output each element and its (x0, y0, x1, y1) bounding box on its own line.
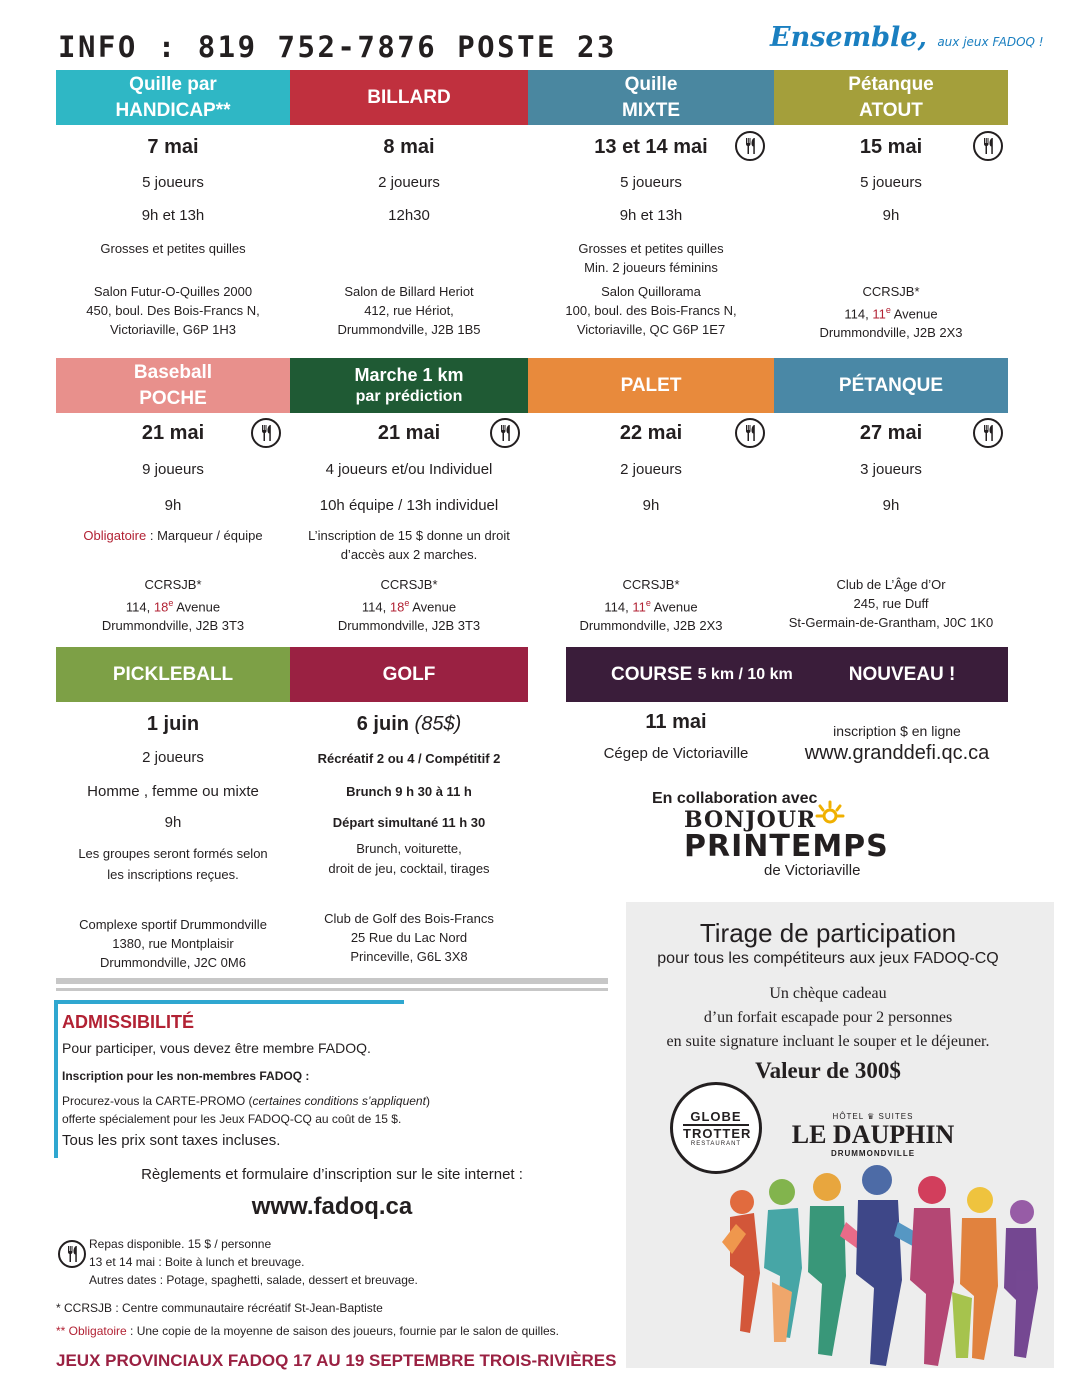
event-date: 8 mai (383, 136, 435, 158)
repas-legend: Repas disponible. 15 $ / personne 13 et 14 mai : Boite à lunch et breuvage. Autres dates : Potage, spaghetti, salade, dessert et breuvage. (89, 1237, 418, 1287)
event-address: CCRSJB* 114, 18e Avenue Drummondville, J2B 3T3 (337, 577, 481, 634)
event-address: Salon Futur-O-Quilles 2000 450, boul. Des Bois-Francs N, Victoriaville, G6P 1H3 (86, 284, 260, 337)
event-note: Les groupes seront formés selon les inscriptions reçues. (78, 846, 268, 882)
slogan-sub: aux jeux FADOQ ! (937, 35, 1044, 49)
event-column-golf (290, 713, 528, 966)
divider (56, 978, 608, 984)
meal-icon (735, 131, 765, 161)
event-date: 21 mai (141, 422, 205, 444)
event-address: Salon de Billard Heriot 412, rue Hériot, Drummondville, J2B 1B5 (337, 284, 481, 337)
tirage-desc: Un chèque cadeau d’un forfait escapade pour 2 personnes en suite signature incluant le souper et le déjeuner. (666, 985, 990, 1050)
header-petanque: PÉTANQUE (774, 358, 1008, 413)
event-note: L’inscription de 15 $ donne un droit d’accès aux 2 marches. (308, 528, 510, 562)
event-time: 9h et 13h (141, 207, 205, 224)
event-type: Homme , femme ou mixte (87, 783, 259, 800)
course-url[interactable]: www.granddefi.qc.ca (804, 742, 990, 764)
header-golf: GOLF (290, 647, 528, 702)
bonjour-printemps-logo: BONJOUR PRINTEMPS de Victoriaville (684, 808, 904, 879)
event-date: 21 mai (377, 422, 441, 444)
event-date: 22 mai (619, 422, 683, 444)
event-address: Complexe sportif Drummondville 1380, rue Montplaisir Drummondville, J2C 0M6 (79, 917, 267, 970)
event-note: Grosses et petites quilles (100, 241, 246, 256)
event-date: 27 mai (859, 422, 923, 444)
event-players: 2 joueurs (142, 749, 204, 766)
admissibilite-box (54, 1000, 430, 1158)
globe-trotter-logo: GLOBE TROTTER RESTAURANT (670, 1082, 762, 1174)
event-date: 11 mai (645, 711, 707, 733)
footnote-obligatoire: ** Obligatoire : Une copie de la moyenne de saison des joueurs, fournie par le salon de quilles. (56, 1324, 559, 1338)
event-column-quille-mixte (528, 136, 774, 339)
sun-icon (814, 798, 846, 830)
course-inscription: inscription $ en ligne (833, 723, 961, 739)
carte-promo: Procurez-vous la CARTE-PROMO (certaines conditions s’appliquent) offerte spécialement pour les Jeux FADOQ-CQ au coût de 15 $. (62, 1094, 430, 1126)
event-time: 9h (164, 497, 182, 514)
runners-illustration (712, 1162, 1054, 1368)
event-date: 7 mai (147, 136, 199, 158)
event-note: Obligatoire : Marqueur / équipe (83, 528, 263, 543)
header-baseball-poche: Baseball POCHE (56, 358, 290, 413)
header-petanque-atout: Pétanque ATOUT (774, 70, 1008, 125)
event-column-pickleball (56, 713, 290, 972)
tirage-title: Tirage de participation (699, 918, 957, 948)
event-column-palet (528, 422, 774, 635)
reglements-text: Règlements et formulaire d’inscription sur le site internet : (141, 1166, 523, 1183)
slogan-logo (770, 22, 1044, 53)
meal-icon (735, 418, 765, 448)
event-time: 9h (882, 497, 900, 514)
event-address: Club de L’Âge d’Or 245, rue Duff St-Germain-de-Grantham, J0C 1K0 (788, 577, 994, 630)
meal-icon (973, 418, 1003, 448)
event-address: Club de Golf des Bois-Francs 25 Rue du Lac Nord Princeville, G6L 3X8 (324, 911, 494, 964)
header-pickleball: PICKLEBALL (56, 647, 290, 702)
header-palet: PALET (528, 358, 774, 413)
slogan-main: Ensemble, (770, 22, 927, 53)
event-column-billard (290, 136, 528, 339)
meal-icon (58, 1240, 86, 1268)
event-date: 13 et 14 mai (594, 136, 708, 158)
event-players: 2 joueurs (378, 174, 440, 191)
nouveau-label: NOUVEAU ! (848, 663, 956, 685)
event-time: 9h (642, 497, 660, 514)
event-time: 12h30 (388, 207, 430, 224)
bottom-banner: JEUX PROVINCIAUX FADOQ 17 AU 19 SEPTEMBRE TROIS-RIVIÈRES (56, 1351, 617, 1370)
event-time: 9h et 13h (619, 207, 683, 224)
admissibilite-title: ADMISSIBILITÉ (62, 1012, 195, 1032)
event-note: Brunch, voiturette, droit de jeu, cocktail, tirages (328, 841, 490, 876)
divider-thin (56, 988, 608, 991)
meal-icon (251, 418, 281, 448)
event-column-quille-handicap (56, 136, 290, 339)
tirage-sub: pour tous les compétiteurs aux jeux FADOQ-CQ (657, 950, 999, 967)
tirage-value: Valeur de 300$ (755, 1058, 901, 1083)
event-address: CCRSJB* 114, 18e Avenue Drummondville, J2B 3T3 (101, 577, 245, 634)
header-quille-mixte: Quille MIXTE (528, 70, 774, 125)
golf-price: (85$) (414, 713, 462, 735)
golf-brunch: Brunch 9 h 30 à 11 h (346, 784, 472, 799)
event-players: 5 joueurs (142, 174, 204, 191)
meal-icon (490, 418, 520, 448)
event-players: 4 joueurs et/ou Individuel (325, 461, 493, 478)
event-column-petanque-atout (774, 136, 1008, 342)
event-players: 9 joueurs (142, 461, 204, 478)
golf-format: Récréatif 2 ou 4 / Compétitif 2 (317, 751, 501, 766)
event-date: 15 mai (859, 136, 923, 158)
event-players: 5 joueurs (860, 174, 922, 191)
admissibilite-rule: Pour participer, vous devez être membre FADOQ. (62, 1040, 371, 1056)
event-note: Grosses et petites quilles Min. 2 joueurs féminins (578, 241, 724, 275)
tirage-panel (626, 902, 1054, 1368)
event-column-baseball-poche (56, 422, 290, 635)
event-players: 5 joueurs (620, 174, 682, 191)
event-column-marche (290, 422, 528, 635)
event-date: 6 juin (85$) (356, 713, 462, 735)
header-billard: BILLARD (290, 70, 528, 125)
taxes-incluses: Tous les prix sont taxes incluses. (62, 1132, 281, 1149)
collab-text: En collaboration avec (652, 790, 818, 807)
fadoq-url[interactable]: www.fadoq.ca (251, 1193, 413, 1220)
event-time: 10h équipe / 13h individuel (319, 497, 499, 514)
course-place: Cégep de Victoriaville (603, 745, 749, 762)
info-phone: INFO : 819 752-7876 POSTE 23 (58, 30, 617, 64)
event-column-petanque (774, 422, 1008, 632)
event-address: CCRSJB* 114, 11e Avenue Drummondville, J2B 2X3 (819, 284, 963, 341)
event-players: 2 joueurs (620, 461, 682, 478)
course-registration (786, 722, 1008, 765)
event-address: CCRSJB* 114, 11e Avenue Drummondville, J2B 2X3 (579, 577, 723, 634)
event-players: 3 joueurs (860, 461, 922, 478)
event-address: Salon Quillorama 100, boul. des Bois-Francs N, Victoriaville, QC G6P 1E7 (565, 284, 737, 337)
event-time: 9h (164, 814, 182, 831)
le-dauphin-logo: HÔTEL ♛ SUITES LE DAUPHIN DRUMMONDVILLE (791, 1112, 955, 1158)
event-date: 1 juin (146, 713, 200, 735)
header-quille-handicap: Quille par HANDICAP** (56, 70, 290, 125)
header-course: COURSE 5 km / 10 km NOUVEAU ! (566, 647, 1008, 702)
event-time: 9h (882, 207, 900, 224)
golf-depart: Départ simultané 11 h 30 (332, 815, 486, 830)
nonmembre-title: Inscription pour les non-membres FADOQ : (62, 1069, 310, 1083)
header-marche: Marche 1 km par prédiction (290, 358, 528, 413)
footnote-ccrsjb: * CCRSJB : Centre communautaire récréatif St-Jean-Baptiste (56, 1301, 383, 1315)
event-column-course (566, 711, 786, 764)
meal-icon (973, 131, 1003, 161)
